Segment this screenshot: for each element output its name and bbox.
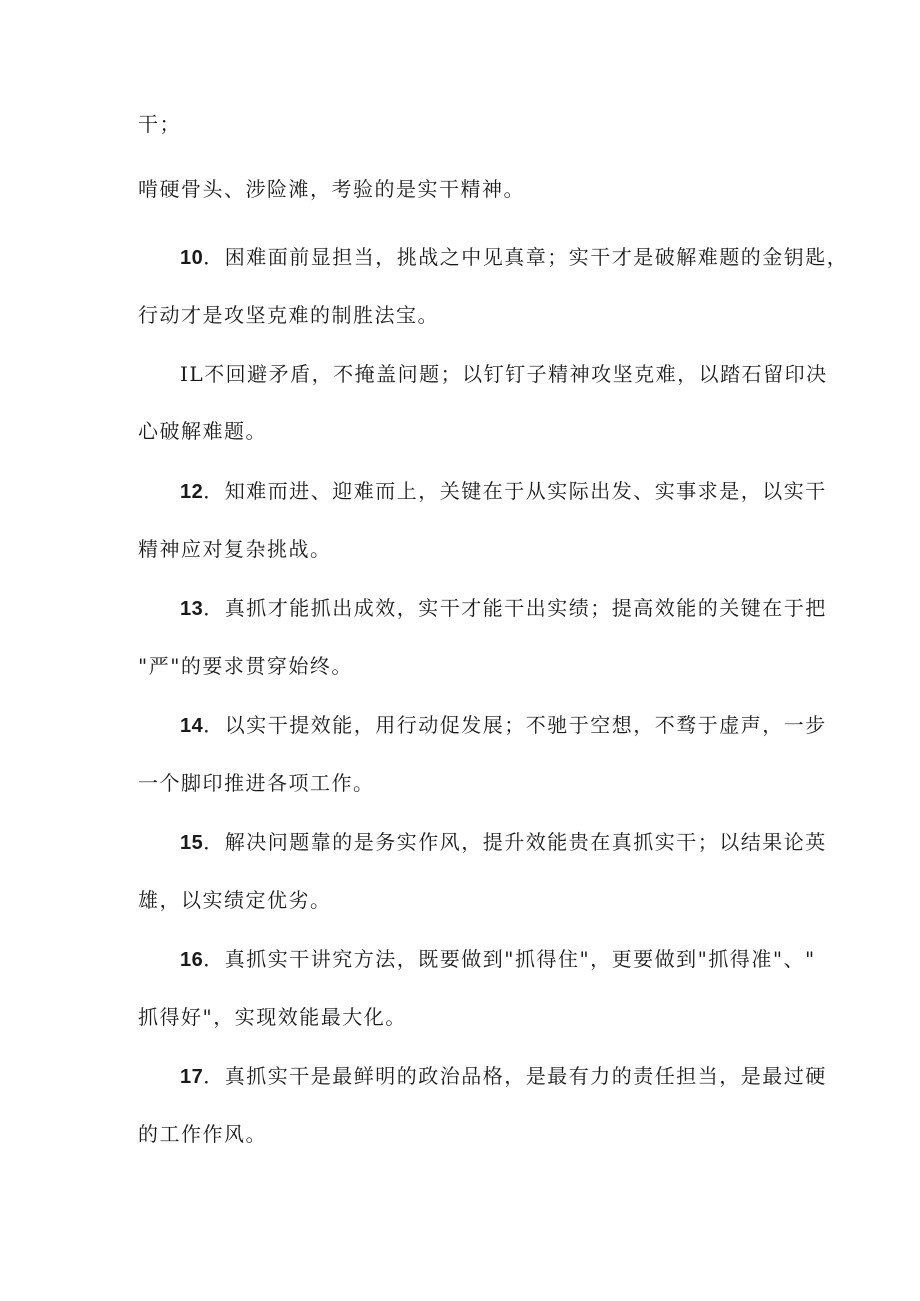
paragraph-line: ．真抓实干是最鲜明的政治品格，是最有力的责任担当，是最过硬	[203, 1064, 827, 1088]
paragraph-item-15	[138, 814, 827, 929]
paragraph-item-13	[138, 580, 827, 695]
paragraph-line: ．解决问题靠的是务实作风，提升效能贵在真抓实干；以结果论英	[203, 830, 827, 854]
paragraph-line: ．知难而进、迎难而上，关键在于从实际出发、实事求是，以实干	[203, 479, 827, 503]
paragraph-line: 精神应对复杂挑战。	[138, 537, 332, 561]
paragraph-line: 一个脚印推进各项工作。	[138, 771, 375, 795]
paragraph-continuation	[138, 96, 788, 153]
paragraph-line: IL不回避矛盾，不掩盖问题；以钉钉子精神攻坚克难，以踏石留印决	[180, 362, 828, 386]
paragraph-line: "严"的要求贯穿始终。	[138, 654, 353, 678]
paragraph-line: 啃硬骨头、涉险滩，考验的是实干精神。	[138, 177, 525, 201]
paragraph-line: ．以实干提效能，用行动促发展；不驰于空想，不骛于虚声，一步	[203, 713, 827, 737]
paragraph-line: ．真抓实干讲究方法，既要做到"抓得住"，更要做到"抓得准"、"	[203, 947, 816, 971]
item-number: 15	[180, 832, 204, 854]
paragraph-item-17	[138, 1048, 827, 1163]
paragraph-line: 干；	[138, 112, 181, 136]
item-number: 16	[180, 949, 204, 971]
paragraph-line: 的工作作风。	[138, 1122, 267, 1146]
item-number: 17	[180, 1066, 204, 1088]
item-number: 10	[180, 247, 204, 269]
paragraph-line: 雄，以实绩定优劣。	[138, 888, 332, 912]
paragraph-line: 行动才是攻坚克难的制胜法宝。	[138, 303, 439, 327]
item-number: 14	[180, 715, 204, 737]
paragraph-line: 抓得好"，实现效能最大化。	[138, 1005, 407, 1029]
paragraph-line: ．困难面前显担当，挑战之中见真章；实干才是破解难题的金钥匙，	[203, 245, 849, 269]
paragraph-line: 心破解难题。	[138, 419, 267, 443]
paragraph-item-16	[138, 931, 816, 1046]
paragraph-item-12	[138, 463, 827, 578]
paragraph-item-14	[138, 697, 827, 812]
item-number: 12	[180, 481, 204, 503]
item-number: 13	[180, 598, 204, 620]
paragraph-continuation-2	[138, 161, 788, 218]
paragraph-line: ．真抓才能抓出成效，实干才能干出实绩；提高效能的关键在于把	[203, 596, 827, 620]
paragraph-item-10	[138, 229, 849, 344]
paragraph-item-11	[138, 346, 828, 460]
